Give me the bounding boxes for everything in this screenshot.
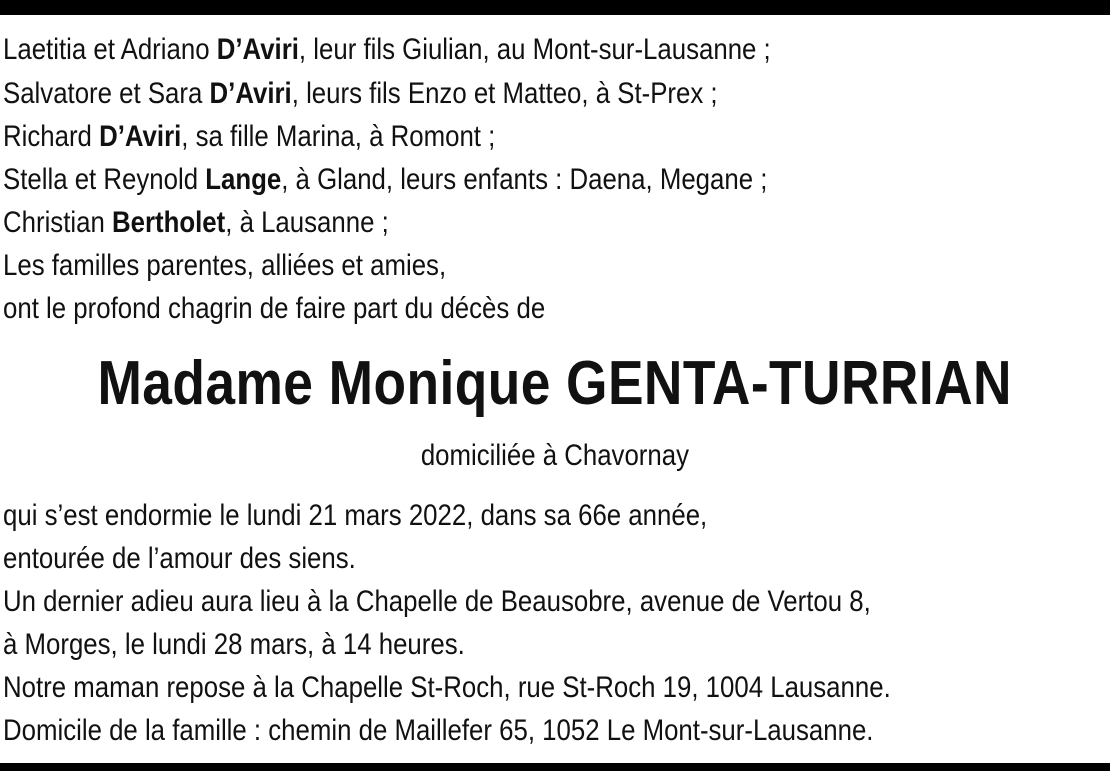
surname: D’Aviri	[99, 120, 182, 153]
given-names: Laetitia et Adriano	[3, 33, 217, 66]
residence-block	[0, 438, 1110, 474]
surname: Lange	[205, 163, 282, 196]
deceased-name: Madame Monique GENTA-TURRIAN	[97, 349, 1013, 418]
top-rule	[0, 0, 1110, 15]
family-detail: , sa fille Marina, à Romont ;	[181, 120, 496, 153]
surname: D’Aviri	[216, 33, 299, 66]
announcement-line: ont le profond chagrin de faire part du décès de	[3, 292, 546, 325]
details-line-5: Notre maman repose à la Chapelle St-Roch, rue St-Roch 19, 1004 Lausanne.	[3, 671, 891, 704]
bottom-rule	[0, 763, 1110, 771]
family-line-2	[3, 76, 718, 112]
given-names: Richard	[3, 120, 100, 153]
family-line-1	[3, 32, 771, 68]
family-detail: , leur fils Giulian, au Mont-sur-Lausanne ;	[298, 33, 771, 66]
details-line-4: à Morges, le lundi 28 mars, à 14 heures.	[3, 628, 465, 661]
details-line-3: Un dernier adieu aura lieu à la Chapelle de Beausobre, avenue de Vertou 8,	[3, 585, 871, 618]
surname: Bertholet	[111, 206, 226, 239]
details-line-6: Domicile de la famille : chemin de Maillefer 65, 1052 Le Mont-sur-Lausanne.	[3, 714, 874, 747]
relatives-line: Les familles parentes, alliées et amies,	[3, 249, 447, 282]
surname: D’Aviri	[209, 77, 292, 110]
given-names: Stella et Reynold	[3, 163, 206, 196]
details-line-1: qui s’est endormie le lundi 21 mars 2022, dans sa 66e année,	[3, 499, 708, 532]
deceased-name-block	[0, 346, 1110, 422]
family-detail: , à Gland, leurs enfants : Daena, Megane ;	[281, 163, 768, 196]
family-line-5	[3, 205, 389, 241]
given-names: Salvatore et Sara	[3, 77, 210, 110]
family-line-4	[3, 162, 767, 198]
family-line-3	[3, 119, 495, 155]
given-names: Christian	[3, 206, 112, 239]
family-detail: , leurs fils Enzo et Matteo, à St-Prex ;	[291, 77, 718, 110]
family-detail: , à Lausanne ;	[225, 206, 389, 239]
residence: domiciliée à Chavornay	[420, 439, 690, 472]
details-line-2: entourée de l’amour des siens.	[3, 542, 356, 575]
